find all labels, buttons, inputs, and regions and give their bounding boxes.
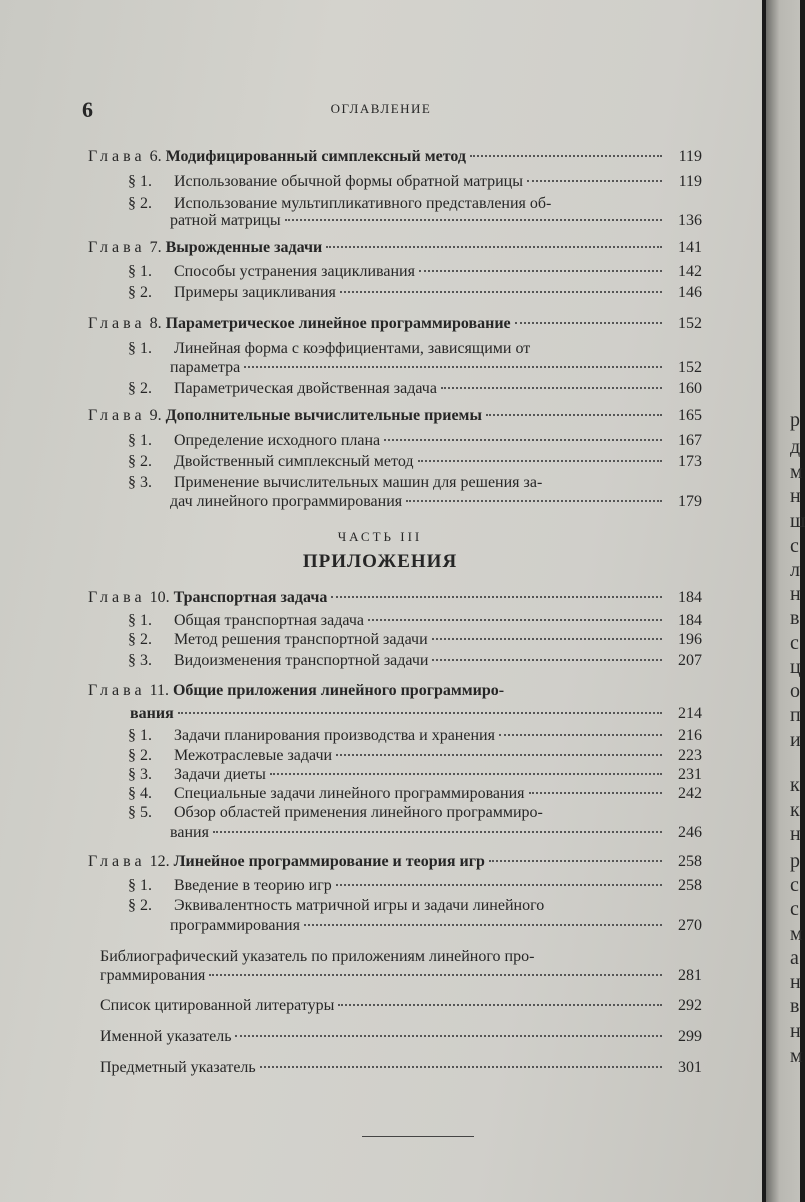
page-ref: 231 bbox=[678, 766, 702, 783]
dot-leader bbox=[336, 754, 662, 756]
toc-row bbox=[88, 704, 702, 724]
section-title: Видоизменения транспортной задачи bbox=[174, 652, 429, 669]
page-ref: 119 bbox=[678, 148, 702, 165]
toc-row bbox=[128, 726, 702, 746]
page-ref: 258 bbox=[678, 853, 702, 870]
toc-row bbox=[128, 379, 702, 399]
page-ref: 246 bbox=[678, 824, 702, 841]
page-ref: 281 bbox=[678, 967, 702, 984]
section-mark: § 2. bbox=[128, 284, 152, 301]
adjacent-page-letter: и bbox=[790, 729, 801, 751]
dot-leader bbox=[270, 773, 662, 775]
page-ref: 216 bbox=[678, 727, 702, 744]
adjacent-page-letter: н bbox=[790, 971, 801, 993]
toc-row bbox=[128, 823, 702, 843]
toc-row-continued bbox=[100, 947, 702, 967]
adjacent-page-letter: с bbox=[790, 632, 799, 654]
chapter-word: Глава bbox=[88, 315, 146, 332]
section-title: Общая транспортная задача bbox=[174, 612, 364, 629]
page-ref: 214 bbox=[678, 705, 702, 722]
section-title: Способы устранения зацикливания bbox=[174, 263, 415, 280]
dot-leader bbox=[470, 155, 662, 157]
page-ref: 258 bbox=[678, 877, 702, 894]
adjacent-page-letter: ц bbox=[790, 656, 801, 678]
chapter-title: Дополнительные вычислительные приемы bbox=[161, 407, 482, 424]
toc-row bbox=[100, 1058, 702, 1078]
dot-leader bbox=[499, 734, 662, 736]
toc-row bbox=[128, 172, 702, 192]
toc-row bbox=[100, 996, 702, 1016]
page-ref: 152 bbox=[678, 315, 702, 332]
section-title: Задачи диеты bbox=[174, 766, 266, 783]
back-matter-title: Предметный указатель bbox=[100, 1059, 256, 1076]
page-ref: 142 bbox=[678, 263, 702, 280]
section-mark: § 2. bbox=[128, 747, 152, 764]
toc-row bbox=[128, 876, 702, 896]
chapter-number: 11. bbox=[149, 682, 169, 699]
dot-leader bbox=[368, 619, 662, 621]
toc-row bbox=[128, 262, 702, 282]
adjacent-page-letter: к bbox=[790, 799, 800, 821]
chapter-number: 9. bbox=[149, 407, 162, 424]
adjacent-page-letter: ш bbox=[790, 510, 805, 532]
dot-leader bbox=[441, 387, 662, 389]
chapter-number: 6. bbox=[149, 148, 162, 165]
adjacent-page-letter: р bbox=[790, 850, 800, 872]
toc-row bbox=[100, 1027, 702, 1047]
dot-leader bbox=[338, 1004, 662, 1006]
toc-row bbox=[88, 852, 702, 872]
page-number: 6 bbox=[82, 97, 93, 122]
section-title: Использование обычной формы обратной матрицы bbox=[174, 173, 523, 190]
page-ref: 173 bbox=[678, 453, 702, 470]
toc-row-continued bbox=[128, 473, 702, 493]
toc-row bbox=[88, 147, 702, 167]
dot-leader bbox=[529, 792, 663, 794]
page-ref: 146 bbox=[678, 284, 702, 301]
toc-row bbox=[128, 211, 702, 231]
toc-row bbox=[128, 452, 702, 472]
dot-leader bbox=[244, 366, 662, 368]
page-ref: 301 bbox=[678, 1059, 702, 1076]
section-title: Задачи планирования производства и хранения bbox=[174, 727, 495, 744]
toc-row bbox=[100, 966, 702, 986]
section-title: Применение вычислительных машин для решения за- bbox=[174, 474, 543, 491]
back-matter-title: Библиографический указатель по приложениям линейного про- bbox=[100, 948, 535, 965]
chapter-word: Глава bbox=[88, 853, 146, 870]
section-mark: § 4. bbox=[128, 785, 152, 802]
toc-row bbox=[88, 238, 702, 258]
section-title: Использование мультипликативного представления об- bbox=[174, 195, 552, 212]
dot-leader bbox=[406, 500, 662, 502]
toc-row bbox=[128, 431, 702, 451]
adjacent-page-letter: к bbox=[790, 774, 800, 796]
section-title-cont: ратной матрицы bbox=[170, 212, 281, 229]
section-title-cont: параметра bbox=[170, 359, 241, 376]
adjacent-page-letter: а bbox=[790, 947, 799, 969]
page-ref: 152 bbox=[678, 359, 702, 376]
chapter-title: Вырожденные задачи bbox=[161, 239, 323, 256]
dot-leader bbox=[486, 414, 662, 416]
dot-leader bbox=[515, 322, 662, 324]
page-ref: 167 bbox=[678, 432, 702, 449]
page-ref: 119 bbox=[678, 173, 702, 190]
toc-row-continued bbox=[128, 339, 702, 359]
adjacent-page-letter: н bbox=[790, 583, 801, 605]
toc-row bbox=[128, 492, 702, 512]
section-mark: § 1. bbox=[128, 263, 152, 280]
section-title: Обзор областей применения линейного программиро- bbox=[174, 804, 543, 821]
page-ref: 207 bbox=[678, 652, 702, 669]
adjacent-page-letter: р bbox=[790, 409, 800, 431]
part-title: ПРИЛОЖЕНИЯ bbox=[302, 551, 458, 572]
dot-leader bbox=[326, 246, 662, 248]
toc-row bbox=[128, 651, 702, 671]
section-mark: § 3. bbox=[128, 474, 152, 491]
page-ref: 165 bbox=[678, 407, 702, 424]
dot-leader bbox=[489, 860, 662, 862]
chapter-number: 8. bbox=[149, 315, 162, 332]
page-ref: 136 bbox=[678, 212, 702, 229]
section-title-cont: программирования bbox=[170, 917, 300, 934]
toc-row bbox=[128, 916, 702, 936]
page-ref: 223 bbox=[678, 747, 702, 764]
section-mark: § 3. bbox=[128, 652, 152, 669]
toc-row bbox=[128, 283, 702, 303]
toc-row bbox=[128, 765, 702, 785]
adjacent-page-edge bbox=[766, 0, 805, 1202]
chapter-number: 10. bbox=[149, 589, 170, 606]
chapter-word: Глава bbox=[88, 589, 146, 606]
dot-leader bbox=[432, 659, 662, 661]
chapter-number: 12. bbox=[149, 853, 170, 870]
chapter-word: Глава bbox=[88, 239, 146, 256]
adjacent-page-letter: с bbox=[790, 874, 799, 896]
page-ref: 184 bbox=[678, 612, 702, 629]
section-mark: § 2. bbox=[128, 897, 152, 914]
back-matter-title-cont: граммирования bbox=[100, 967, 206, 984]
toc-row bbox=[128, 746, 702, 766]
page-ref: 292 bbox=[678, 997, 702, 1014]
adjacent-page-letter: м bbox=[790, 461, 803, 483]
chapter-title: Транспортная задача bbox=[169, 589, 328, 606]
dot-leader bbox=[432, 638, 662, 640]
section-mark: § 1. bbox=[128, 432, 152, 449]
dot-leader bbox=[213, 831, 662, 833]
dot-leader bbox=[418, 460, 663, 462]
section-mark: § 2. bbox=[128, 453, 152, 470]
page-ref: 242 bbox=[678, 785, 702, 802]
chapter-title: Общие приложения линейного программиро- bbox=[168, 682, 505, 699]
adjacent-page-letter: в bbox=[790, 607, 800, 629]
toc-row-continued bbox=[128, 803, 702, 823]
section-title-cont: дач линейного программирования bbox=[170, 493, 403, 510]
section-title: Метод решения транспортной задачи bbox=[174, 631, 428, 648]
dot-leader bbox=[285, 219, 662, 221]
adjacent-page-letter: н bbox=[790, 1020, 801, 1042]
part-label: ЧАСТЬ III bbox=[337, 529, 423, 544]
section-title: Эквивалентность матричной игры и задачи линейного bbox=[174, 897, 545, 914]
toc-row bbox=[88, 406, 702, 426]
section-title: Линейная форма с коэффициентами, зависящими от bbox=[174, 340, 531, 357]
dot-leader bbox=[178, 712, 662, 714]
section-mark: § 2. bbox=[128, 380, 152, 397]
dot-leader bbox=[340, 291, 662, 293]
chapter-word: Глава bbox=[88, 148, 146, 165]
section-title: Примеры зацикливания bbox=[174, 284, 336, 301]
toc-row-continued bbox=[128, 896, 702, 916]
page-ref: 196 bbox=[678, 631, 702, 648]
running-header: ОГЛАВЛЕНИЕ bbox=[330, 101, 432, 116]
dot-leader bbox=[384, 439, 662, 441]
dot-leader bbox=[331, 596, 662, 598]
adjacent-page-letter: л bbox=[790, 559, 800, 581]
adjacent-page-letter: д bbox=[790, 436, 801, 458]
chapter-title-cont: вания bbox=[130, 705, 174, 722]
section-mark: § 1. bbox=[128, 340, 152, 357]
chapter-title: Линейное программирование и теория игр bbox=[169, 853, 485, 870]
section-mark: § 1. bbox=[128, 612, 152, 629]
chapter-word: Глава bbox=[88, 682, 146, 699]
dot-leader bbox=[527, 180, 662, 182]
adjacent-page-letter: в bbox=[790, 995, 800, 1017]
dot-leader bbox=[260, 1066, 662, 1068]
chapter-title: Модифицированный симплексный метод bbox=[161, 148, 466, 165]
chapter-title: Параметрическое линейное программирование bbox=[161, 315, 511, 332]
dot-leader bbox=[419, 270, 662, 272]
section-title: Специальные задачи линейного программирования bbox=[174, 785, 525, 802]
section-mark: § 5. bbox=[128, 804, 152, 821]
toc-row-continued bbox=[88, 681, 702, 701]
section-title: Межотраслевые задачи bbox=[174, 747, 333, 764]
section-mark: § 3. bbox=[128, 766, 152, 783]
section-title: Параметрическая двойственная задача bbox=[174, 380, 437, 397]
adjacent-page-letter: п bbox=[790, 704, 801, 726]
section-mark: § 2. bbox=[128, 631, 152, 648]
adjacent-page-letter: с bbox=[790, 535, 799, 557]
section-title: Двойственный симплексный метод bbox=[174, 453, 414, 470]
page-ref: 270 bbox=[678, 917, 702, 934]
adjacent-page-letter: о bbox=[790, 680, 800, 702]
back-matter-title: Список цитированной литературы bbox=[100, 997, 335, 1014]
toc-row bbox=[128, 358, 702, 378]
dot-leader bbox=[336, 884, 662, 886]
page-ref: 179 bbox=[678, 493, 702, 510]
dot-leader bbox=[235, 1035, 662, 1037]
adjacent-page-letter: м bbox=[790, 1045, 803, 1067]
section-mark: § 1. bbox=[128, 173, 152, 190]
adjacent-page-letter: н bbox=[790, 823, 801, 845]
page-ref: 141 bbox=[678, 239, 702, 256]
back-matter-title: Именной указатель bbox=[100, 1028, 232, 1045]
toc-row bbox=[128, 784, 702, 804]
section-mark: § 2. bbox=[128, 195, 152, 212]
toc-row bbox=[128, 611, 702, 631]
dot-leader bbox=[209, 974, 662, 976]
adjacent-page-letter: м bbox=[790, 923, 803, 945]
adjacent-page-letter: с bbox=[790, 898, 799, 920]
toc-row bbox=[88, 588, 702, 608]
chapter-number: 7. bbox=[149, 239, 162, 256]
section-mark: § 1. bbox=[128, 877, 152, 894]
closing-rule bbox=[362, 1136, 474, 1137]
dot-leader bbox=[304, 924, 662, 926]
page-ref: 184 bbox=[678, 589, 702, 606]
page-ref: 160 bbox=[678, 380, 702, 397]
adjacent-page-letter: н bbox=[790, 485, 801, 507]
section-title: Определение исходного плана bbox=[174, 432, 381, 449]
section-mark: § 1. bbox=[128, 727, 152, 744]
chapter-word: Глава bbox=[88, 407, 146, 424]
section-title-cont: вания bbox=[170, 824, 209, 841]
page-ref: 299 bbox=[678, 1028, 702, 1045]
toc-row bbox=[128, 630, 702, 650]
section-title: Введение в теорию игр bbox=[174, 877, 332, 894]
toc-row bbox=[88, 314, 702, 334]
